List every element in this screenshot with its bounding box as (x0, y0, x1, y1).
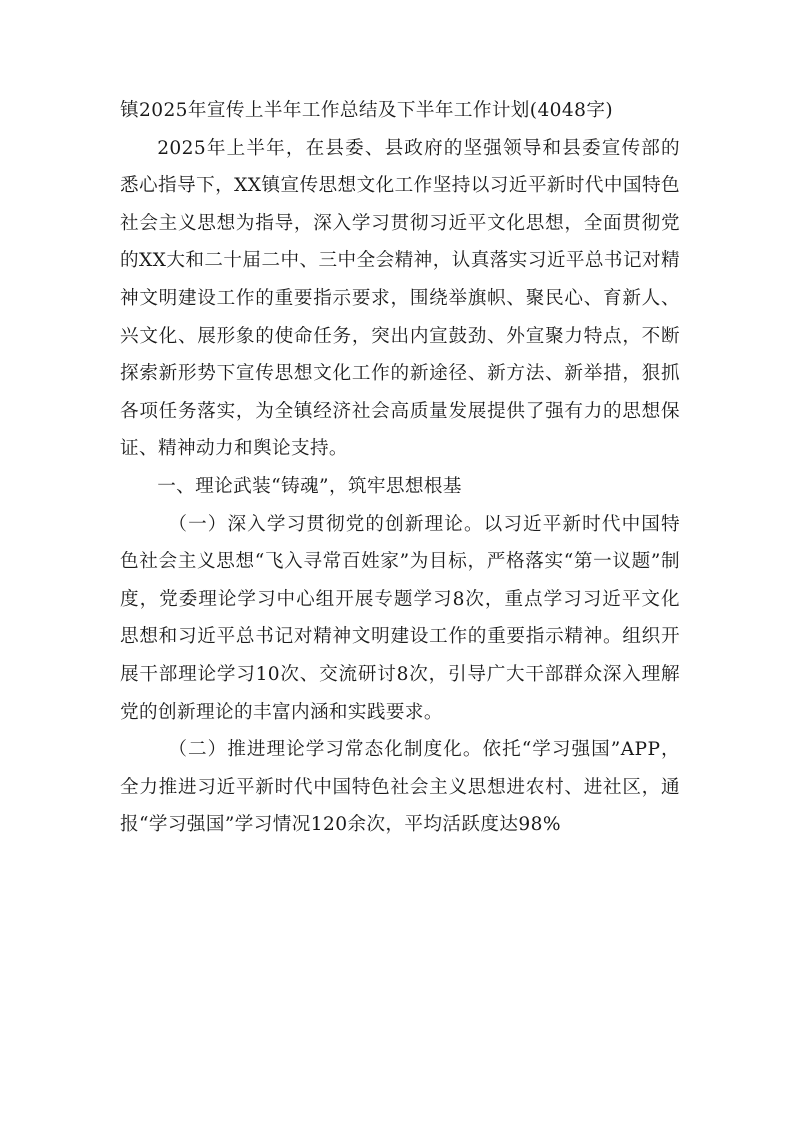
section-1-item-2: （二）推进理论学习常态化制度化。依托“学习强国”APP，全力推进习近平新时代中国特色社会主义思想进农村、进社区，通报“学习强国”学习情况120余次，平均活跃度达98% (120, 739, 680, 836)
section-1-heading: 一、理论武装“铸魂”，筑牢思想根基 (157, 475, 462, 497)
document-body (120, 92, 680, 844)
intro-paragraph: 2025年上半年，在县委、县政府的坚强领导和县委宣传部的悉心指导下，XX镇宣传思想文化工作坚持以习近平新时代中国特色社会主义思想为指导，深入学习贯彻习近平文化思想，全面贯彻党的XX大和二十届二中、三中全会精神，认真落实习近平总书记对精神文明建设工作的重要指示要求，围绕举旗帜、聚民心、育新人、兴文化、展形象的使命任务，突出内宣鼓劲、外宣聚力特点，不断探索新形势下宣传思想文化工作的新途径、新方法、新举措，狠抓各项任务落实，为全镇经济社会高质量发展提供了强有力的思想保证、精神动力和舆论支持。 (120, 137, 680, 460)
section-1-item-1: （一）深入学习贯彻党的创新理论。以习近平新时代中国特色社会主义思想“飞入寻常百姓家”为目标，严格落实“第一议题”制度，党委理论学习中心组开展专题学习8次，重点学习习近平文化思想和习近平总书记对精神文明建设工作的重要指示精神。组织开展干部理论学习10次、交流研讨8次，引导广大干部群众深入理解党的创新理论的丰富内涵和实践要求。 (120, 513, 680, 723)
document-title: 镇2025年宣传上半年工作总结及下半年工作计划(4048字) (120, 100, 614, 121)
